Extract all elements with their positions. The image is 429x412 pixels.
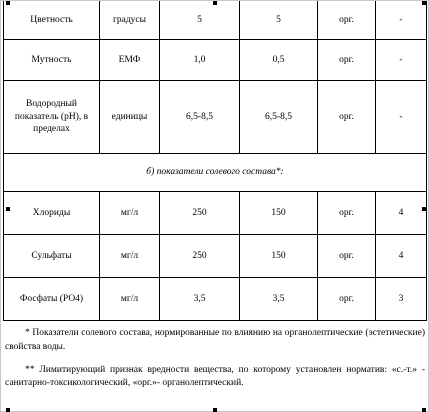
unit-cell: мг/л — [100, 192, 160, 235]
feature-cell: орг. — [318, 278, 376, 321]
value2-cell: 0,5 — [240, 40, 318, 81]
param-cell: Хлориды — [4, 192, 100, 235]
selection-handle-bottom[interactable] — [213, 408, 217, 412]
table-row — [4, 192, 427, 235]
value2-cell: 150 — [240, 235, 318, 278]
hazard-cell: - — [376, 40, 427, 81]
selection-handle-top-right[interactable] — [422, 1, 426, 5]
unit-cell: мг/л — [100, 278, 160, 321]
footnotes — [5, 327, 425, 400]
hazard-cell: - — [376, 1, 427, 40]
feature-cell: орг. — [318, 81, 376, 154]
value1-cell: 3,5 — [160, 278, 240, 321]
value2-cell: 5 — [240, 1, 318, 40]
feature-cell: орг. — [318, 40, 376, 81]
feature-cell: орг. — [318, 235, 376, 278]
section-heading-row — [4, 154, 427, 192]
selection-handle-right[interactable] — [422, 207, 426, 211]
selection-handle-left[interactable] — [6, 207, 10, 211]
value2-cell: 3,5 — [240, 278, 318, 321]
footnote-2: ** Лимитирующий признак вредности вещества, по которому установлен норматив: «с.-т.» - санитарно-токсикологический, «орг.»- органолептический. — [5, 364, 425, 389]
feature-cell: орг. — [318, 192, 376, 235]
unit-cell: градусы — [100, 1, 160, 40]
param-cell: Цветность — [4, 1, 100, 40]
value2-cell: 150 — [240, 192, 318, 235]
hazard-cell: - — [376, 81, 427, 154]
hazard-cell: 3 — [376, 278, 427, 321]
selection-handle-bottom-right[interactable] — [422, 408, 426, 412]
hazard-cell: 4 — [376, 235, 427, 278]
unit-cell: мг/л — [100, 235, 160, 278]
param-cell: Мутность — [4, 40, 100, 81]
footnote-1: * Показатели солевого состава, нормированные по влиянию на органолептические (эстетические) свойства воды. — [5, 328, 425, 352]
param-cell: Сульфаты — [4, 235, 100, 278]
table-row — [4, 235, 427, 278]
unit-cell: единицы — [100, 81, 160, 154]
param-cell: Водородный показатель (рН), в пределах — [4, 81, 100, 154]
table-row — [4, 40, 427, 81]
value2-cell: 6,5-8,5 — [240, 81, 318, 154]
value1-cell: 5 — [160, 1, 240, 40]
hazard-cell: 4 — [376, 192, 427, 235]
water-quality-table — [3, 1, 427, 321]
section-title: б) показатели солевого состава*: — [4, 154, 427, 192]
value1-cell: 1,0 — [160, 40, 240, 81]
unit-cell: ЕМФ — [100, 40, 160, 81]
selection-handle-top-left[interactable] — [6, 1, 10, 5]
value1-cell: 6,5-8,5 — [160, 81, 240, 154]
value1-cell: 250 — [160, 192, 240, 235]
selection-handle-bottom-left[interactable] — [6, 408, 10, 412]
feature-cell: орг. — [318, 1, 376, 40]
selection-handle-top[interactable] — [213, 1, 217, 5]
table-row — [4, 81, 427, 154]
param-cell: Фосфаты (РО4) — [4, 278, 100, 321]
value1-cell: 250 — [160, 235, 240, 278]
table-row — [4, 1, 427, 40]
table-row — [4, 278, 427, 321]
